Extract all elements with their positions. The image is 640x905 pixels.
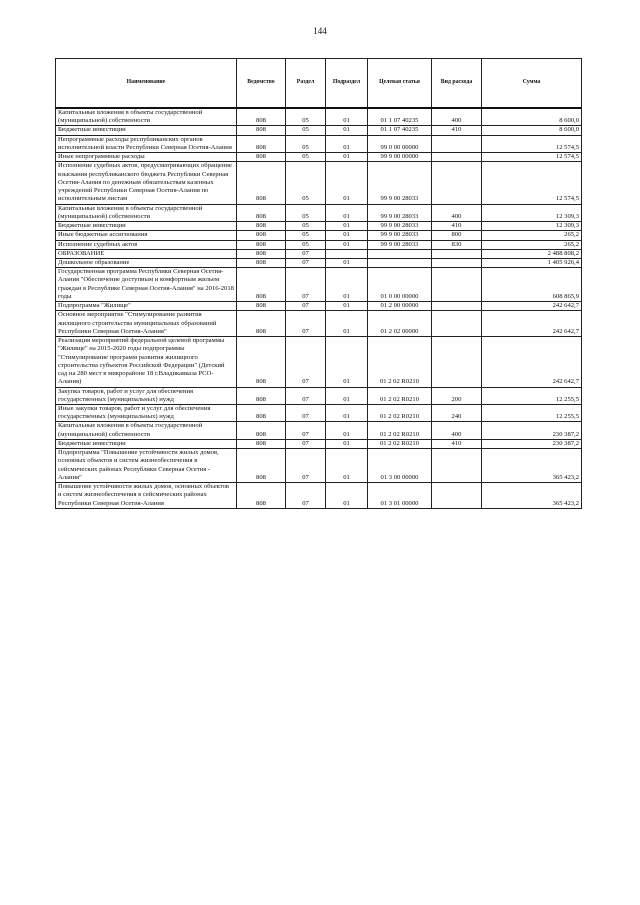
cell-dept: 808 xyxy=(237,258,286,267)
cell-sum: 12 574,5 xyxy=(482,162,582,204)
cell-subsection: 01 xyxy=(326,135,368,152)
cell-target: 99 9 00 28033 xyxy=(368,204,432,221)
cell-section: 05 xyxy=(286,240,326,249)
cell-exptype: 400 xyxy=(432,422,482,439)
cell-exptype: 200 xyxy=(432,387,482,404)
cell-section: 05 xyxy=(286,162,326,204)
table-row xyxy=(56,404,582,421)
cell-subsection: 01 xyxy=(326,268,368,302)
cell-exptype: 400 xyxy=(432,108,482,126)
cell-section: 05 xyxy=(286,222,326,231)
cell-target: 01 2 02 R0210 xyxy=(368,422,432,439)
table-row xyxy=(56,337,582,387)
cell-target: 01 1 07 40235 xyxy=(368,108,432,126)
cell-sum: 265,2 xyxy=(482,231,582,240)
cell-target: 01 3 01 00000 xyxy=(368,483,432,509)
table-row xyxy=(56,439,582,448)
cell-sum: 608 865,9 xyxy=(482,268,582,302)
table-row xyxy=(56,204,582,221)
cell-target: 01 2 00 00000 xyxy=(368,302,432,311)
cell-name: Капитальные вложения в объекты государственной (муниципальной) собственности xyxy=(56,204,237,221)
cell-name: Капитальные вложения в объекты государственной (муниципальной) собственности xyxy=(56,422,237,439)
cell-target: 01 2 02 R0210 xyxy=(368,439,432,448)
cell-exptype xyxy=(432,258,482,267)
cell-dept: 808 xyxy=(237,231,286,240)
cell-name: Капитальные вложения в объекты государственной (муниципальной) собственности xyxy=(56,108,237,126)
cell-section: 07 xyxy=(286,449,326,483)
cell-name: Государственная программа Республики Северная Осетия-Алания "Обеспечение доступным и комфортным жильем граждан в Республике Северная Осетия-Алания" на 2016-2018 годы xyxy=(56,268,237,302)
cell-sum: 1 405 926,4 xyxy=(482,258,582,267)
cell-sum: 242 642,7 xyxy=(482,302,582,311)
cell-name: Основное мероприятие "Стимулирование развития жилищного строительства муниципальных образований Республики Северная Осетия-Алания" xyxy=(56,311,237,337)
cell-target: 99 9 00 00000 xyxy=(368,153,432,162)
cell-dept: 808 xyxy=(237,439,286,448)
cell-exptype xyxy=(432,311,482,337)
cell-dept: 808 xyxy=(237,404,286,421)
cell-subsection: 01 xyxy=(326,108,368,126)
cell-subsection: 01 xyxy=(326,439,368,448)
cell-exptype xyxy=(432,268,482,302)
cell-subsection: 01 xyxy=(326,449,368,483)
cell-exptype: 830 xyxy=(432,240,482,249)
table-row xyxy=(56,249,582,258)
table-row xyxy=(56,387,582,404)
cell-subsection: 01 xyxy=(326,153,368,162)
cell-sum: 12 309,3 xyxy=(482,222,582,231)
cell-name: Реализация мероприятий федеральной целевой программы "Жилище" на 2015-2020 годы подпрограммы "Стимулирование программ развития жилищного строительства субъектов Российской Федерации" (Детский сад на 280 мест в микрорайоне 18 г.Владикавказа РСО-Алания) xyxy=(56,337,237,387)
cell-section: 07 xyxy=(286,249,326,258)
cell-dept: 808 xyxy=(237,240,286,249)
header-target: Целевая статья xyxy=(368,59,432,109)
cell-target: 01 1 07 40235 xyxy=(368,126,432,135)
cell-section: 07 xyxy=(286,337,326,387)
cell-dept: 808 xyxy=(237,337,286,387)
cell-dept: 808 xyxy=(237,249,286,258)
cell-subsection: 01 xyxy=(326,126,368,135)
cell-dept: 808 xyxy=(237,126,286,135)
header-exptype: Вид расхода xyxy=(432,59,482,109)
cell-exptype xyxy=(432,483,482,509)
cell-sum: 242 642,7 xyxy=(482,311,582,337)
cell-subsection xyxy=(326,249,368,258)
cell-section: 07 xyxy=(286,258,326,267)
cell-dept: 808 xyxy=(237,449,286,483)
cell-name: Исполнение судебных актов xyxy=(56,240,237,249)
cell-exptype xyxy=(432,153,482,162)
cell-name: Исполнение судебных актов, предусматривающих обращение взыскания республиканского бюджета Республики Северная Осетия-Алания по денежным обязательствам казенных учреждений Республики Северная Осетия-Алания по исполнительным листам xyxy=(56,162,237,204)
cell-section: 07 xyxy=(286,268,326,302)
table-row xyxy=(56,108,582,126)
cell-section: 05 xyxy=(286,204,326,221)
cell-sum: 12 574,5 xyxy=(482,153,582,162)
header-name: Наименование xyxy=(56,59,237,109)
cell-dept: 808 xyxy=(237,483,286,509)
cell-exptype: 410 xyxy=(432,222,482,231)
cell-target: 01 3 00 00000 xyxy=(368,449,432,483)
table-row xyxy=(56,311,582,337)
cell-subsection: 01 xyxy=(326,240,368,249)
cell-subsection: 01 xyxy=(326,483,368,509)
cell-subsection: 01 xyxy=(326,302,368,311)
cell-section: 07 xyxy=(286,311,326,337)
cell-target: 01 2 02 00000 xyxy=(368,311,432,337)
page-number: 144 xyxy=(313,26,327,36)
cell-name: Бюджетные инвестиции xyxy=(56,222,237,231)
cell-target: 01 2 02 R0210 xyxy=(368,337,432,387)
cell-sum: 2 488 808,2 xyxy=(482,249,582,258)
table-row xyxy=(56,222,582,231)
cell-dept: 808 xyxy=(237,162,286,204)
cell-name: Дошкольное образование xyxy=(56,258,237,267)
cell-sum: 8 600,0 xyxy=(482,126,582,135)
cell-section: 07 xyxy=(286,404,326,421)
cell-exptype: 800 xyxy=(432,231,482,240)
cell-subsection: 01 xyxy=(326,222,368,231)
cell-dept: 808 xyxy=(237,311,286,337)
cell-sum: 12 255,5 xyxy=(482,404,582,421)
table-row xyxy=(56,258,582,267)
budget-table xyxy=(55,58,582,509)
cell-subsection: 01 xyxy=(326,387,368,404)
table-row xyxy=(56,449,582,483)
table-row xyxy=(56,268,582,302)
cell-target: 99 9 00 28033 xyxy=(368,222,432,231)
table-row xyxy=(56,126,582,135)
cell-name: Иные непрограммные расходы xyxy=(56,153,237,162)
table-row xyxy=(56,135,582,152)
header-section: Раздел xyxy=(286,59,326,109)
cell-section: 07 xyxy=(286,422,326,439)
table-row xyxy=(56,240,582,249)
cell-sum: 12 309,3 xyxy=(482,204,582,221)
table-header-row xyxy=(56,59,582,109)
cell-name: ОБРАЗОВАНИЕ xyxy=(56,249,237,258)
cell-name: Бюджетные инвестиции xyxy=(56,126,237,135)
cell-section: 07 xyxy=(286,302,326,311)
cell-exptype xyxy=(432,337,482,387)
cell-dept: 808 xyxy=(237,422,286,439)
cell-section: 05 xyxy=(286,126,326,135)
header-dept: Ведомство xyxy=(237,59,286,109)
cell-dept: 808 xyxy=(237,108,286,126)
cell-sum: 12 255,5 xyxy=(482,387,582,404)
cell-target: 01 0 00 00000 xyxy=(368,268,432,302)
cell-sum: 12 574,5 xyxy=(482,135,582,152)
cell-exptype xyxy=(432,449,482,483)
cell-exptype: 410 xyxy=(432,126,482,135)
cell-section: 05 xyxy=(286,108,326,126)
cell-target: 99 9 00 28033 xyxy=(368,231,432,240)
cell-name: Подпрограмма "Повышение устойчивости жилых домов, основных объектов и систем жизнеобеспечения в сейсмических районах Республики Северная Осетия - Алания" xyxy=(56,449,237,483)
cell-target: 01 2 02 R0210 xyxy=(368,387,432,404)
cell-exptype: 240 xyxy=(432,404,482,421)
cell-exptype: 410 xyxy=(432,439,482,448)
cell-dept: 808 xyxy=(237,268,286,302)
cell-target: 99 0 00 00000 xyxy=(368,135,432,152)
cell-exptype: 400 xyxy=(432,204,482,221)
cell-subsection: 01 xyxy=(326,258,368,267)
table-row xyxy=(56,162,582,204)
cell-subsection: 01 xyxy=(326,311,368,337)
cell-sum: 230 387,2 xyxy=(482,439,582,448)
cell-target: 01 2 02 R0210 xyxy=(368,404,432,421)
cell-target: 99 9 00 28033 xyxy=(368,240,432,249)
cell-dept: 808 xyxy=(237,204,286,221)
cell-sum: 365 423,2 xyxy=(482,483,582,509)
cell-section: 07 xyxy=(286,439,326,448)
cell-subsection: 01 xyxy=(326,162,368,204)
cell-name: Иные закупки товаров, работ и услуг для обеспечения государственных (муниципальных) нужд xyxy=(56,404,237,421)
cell-sum: 242 642,7 xyxy=(482,337,582,387)
cell-name: Бюджетные инвестиции xyxy=(56,439,237,448)
cell-exptype xyxy=(432,302,482,311)
cell-sum: 265,2 xyxy=(482,240,582,249)
cell-name: Непрограммные расходы республиканских органов исполнительной власти Республики Северная Осетия-Алания xyxy=(56,135,237,152)
cell-sum: 8 600,0 xyxy=(482,108,582,126)
table-row xyxy=(56,231,582,240)
cell-name: Закупка товаров, работ и услуг для обеспечения государственных (муниципальных) нужд xyxy=(56,387,237,404)
cell-target xyxy=(368,258,432,267)
cell-target: 99 9 00 28033 xyxy=(368,162,432,204)
cell-sum: 365 423,2 xyxy=(482,449,582,483)
cell-name: Повышение устойчивости жилых домов, основных объектов и систем жизнеобеспечения в сейсмических районах Республики Северная Осетия-Алания xyxy=(56,483,237,509)
cell-name: Подпрограмма "Жилище" xyxy=(56,302,237,311)
cell-subsection: 01 xyxy=(326,231,368,240)
cell-section: 07 xyxy=(286,387,326,404)
cell-subsection: 01 xyxy=(326,422,368,439)
cell-dept: 808 xyxy=(237,135,286,152)
table-row xyxy=(56,153,582,162)
cell-dept: 808 xyxy=(237,153,286,162)
cell-name: Иные бюджетные ассигнования xyxy=(56,231,237,240)
header-sum: Сумма xyxy=(482,59,582,109)
cell-subsection: 01 xyxy=(326,404,368,421)
cell-exptype xyxy=(432,135,482,152)
table-row xyxy=(56,422,582,439)
cell-subsection: 01 xyxy=(326,204,368,221)
header-subsection: Подраздел xyxy=(326,59,368,109)
cell-exptype xyxy=(432,249,482,258)
cell-target xyxy=(368,249,432,258)
cell-dept: 808 xyxy=(237,302,286,311)
cell-exptype xyxy=(432,162,482,204)
cell-dept: 808 xyxy=(237,387,286,404)
cell-section: 05 xyxy=(286,135,326,152)
table-row xyxy=(56,302,582,311)
cell-section: 07 xyxy=(286,483,326,509)
cell-dept: 808 xyxy=(237,222,286,231)
cell-section: 05 xyxy=(286,153,326,162)
table-row xyxy=(56,483,582,509)
cell-subsection: 01 xyxy=(326,337,368,387)
cell-section: 05 xyxy=(286,231,326,240)
cell-sum: 230 387,2 xyxy=(482,422,582,439)
